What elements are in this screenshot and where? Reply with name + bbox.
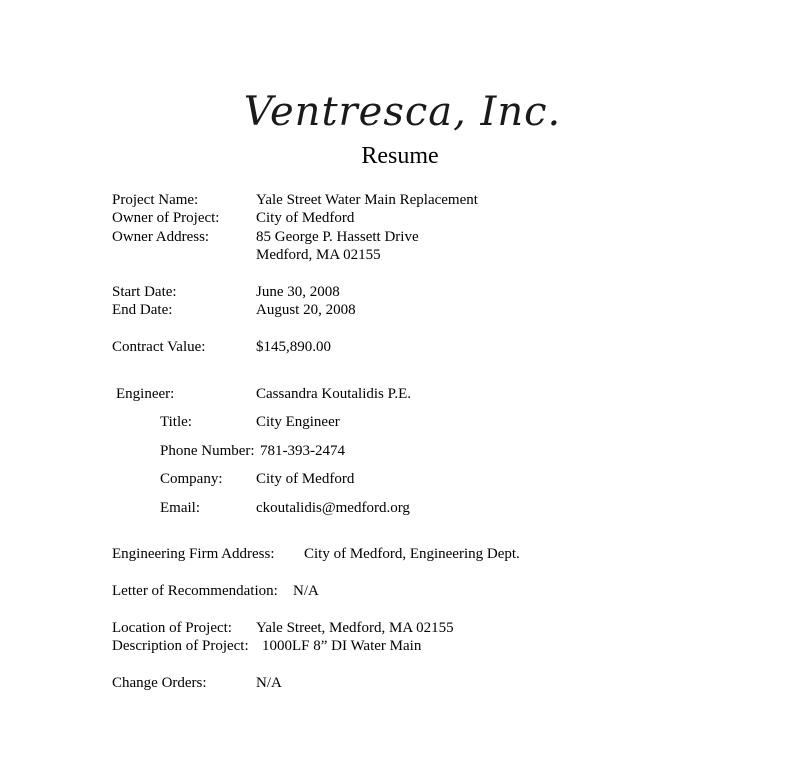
engineer-email-label: Email: [160, 500, 200, 516]
location-label: Location of Project: [112, 620, 232, 636]
contract-value-label: Contract Value: [112, 339, 206, 355]
company-logo: Ventresca, Inc. [243, 89, 562, 135]
location-value: Yale Street, Medford, MA 02155 [256, 620, 454, 636]
change-orders-value: N/A [256, 675, 282, 691]
end-date-label: End Date: [112, 302, 173, 318]
description-value: 1000LF 8” DI Water Main [262, 638, 422, 654]
end-date-value: August 20, 2008 [256, 302, 356, 318]
owner-address-label: Owner Address: [112, 229, 210, 245]
engineer-label: Engineer: [116, 386, 175, 402]
owner-address-line2: Medford, MA 02155 [256, 247, 381, 263]
project-name-label: Project Name: [112, 192, 199, 208]
engineer-title-label: Title: [160, 414, 192, 430]
engineering-firm-label: Engineering Firm Address: [112, 546, 275, 562]
start-date-value: June 30, 2008 [256, 284, 340, 300]
recommendation-value: N/A [293, 583, 319, 599]
engineer-phone-value: 781-393-2474 [260, 443, 345, 459]
start-date-label: Start Date: [112, 284, 177, 300]
engineer-name: Cassandra Koutalidis P.E. [256, 386, 411, 402]
engineer-company-value: City of Medford [256, 471, 355, 487]
owner-label: Owner of Project: [112, 210, 220, 226]
engineer-email-value: ckoutalidis@medford.org [256, 500, 410, 516]
description-label: Description of Project: [112, 638, 249, 654]
owner-value: City of Medford [256, 210, 355, 226]
engineer-title-value: City Engineer [256, 414, 340, 430]
project-name-value: Yale Street Water Main Replacement [256, 192, 478, 208]
owner-address-line1: 85 George P. Hassett Drive [256, 229, 419, 245]
engineering-firm-value: City of Medford, Engineering Dept. [304, 546, 520, 562]
document-title: Resume [361, 143, 439, 169]
engineer-phone-label: Phone Number: [160, 443, 255, 459]
change-orders-label: Change Orders: [112, 675, 207, 691]
contract-value: $145,890.00 [256, 339, 331, 355]
engineer-company-label: Company: [160, 471, 223, 487]
recommendation-label: Letter of Recommendation: [112, 583, 278, 599]
